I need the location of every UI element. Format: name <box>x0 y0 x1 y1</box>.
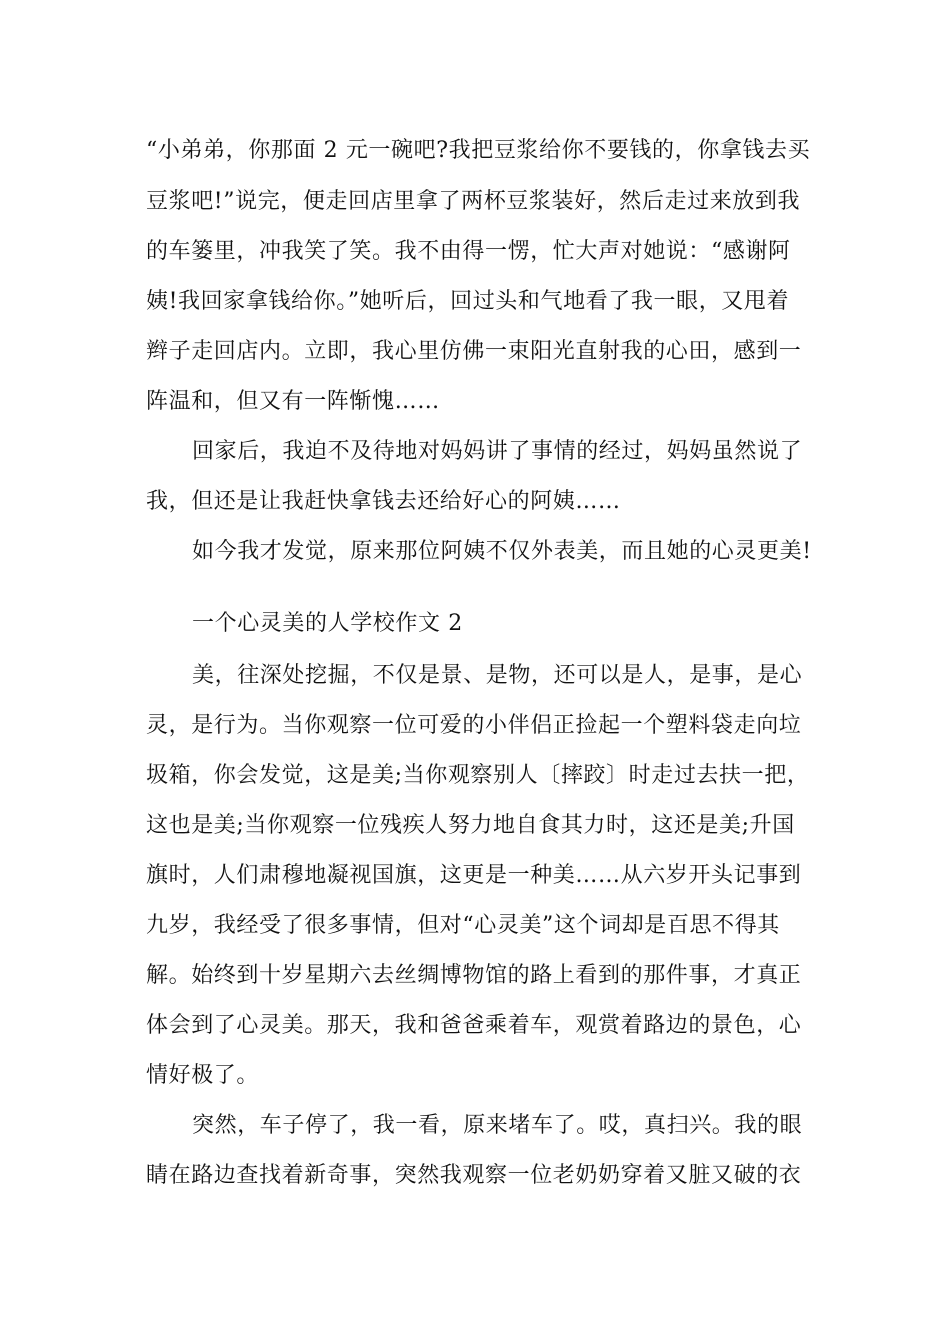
text-line: 睛在路边查找着新奇事，突然我观察一位老奶奶穿着又脏又破的衣 <box>146 1163 802 1188</box>
text-line: 这也是美;当你观察一位残疾人努力地自食其力时，这还是美;升国 <box>146 813 795 838</box>
paragraph-first-line: 如今我才发觉，原来那位阿姨不仅外表美，而且她的心灵更美! <box>192 539 812 564</box>
text-line: “小弟弟，你那面 2 元一碗吧?我把豆浆给你不要钱的，你拿钱去买 <box>146 138 811 163</box>
text-line: 豆浆吧!”说完，便走回店里拿了两杯豆浆装好，然后走过来放到我 <box>146 189 801 214</box>
text-line: 阵温和，但又有一阵惭愧…… <box>146 389 440 414</box>
section-heading: 一个心灵美的人学校作文 2 <box>192 611 463 636</box>
text-line: 旗时，人们肃穆地凝视国旗，这更是一种美……从六岁开头记事到 <box>146 863 802 888</box>
text-line: 的车篓里，冲我笑了笑。我不由得一愣，忙大声对她说：“感谢阿 <box>146 239 791 264</box>
text-line: 解。始终到十岁星期六去丝绸博物馆的路上看到的那件事，才真正 <box>146 963 802 988</box>
text-line: 姨!我回家拿钱给你。”她听后，回过头和气地看了我一眼，又甩着 <box>146 289 790 314</box>
text-line: 辫子走回店内。立即，我心里仿佛一束阳光直射我的心田，感到一 <box>146 339 802 364</box>
text-line: 我，但还是让我赶快拿钱去还给好心的阿姨…… <box>146 489 621 514</box>
paragraph-first-line: 突然，车子停了，我一看，原来堵车了。哎，真扫兴。我的眼 <box>192 1113 803 1138</box>
text-line: 灵，是行为。当你观察一位可爱的小伴侣正捡起一个塑料袋走向垃 <box>146 713 802 738</box>
text-line: 情好极了。 <box>146 1063 260 1088</box>
text-line: 圾箱，你会发觉，这是美;当你观察别人〔摔跤〕时走过去扶一把， <box>146 763 810 788</box>
paragraph-first-line: 美，往深处挖掘，不仅是景、是物，还可以是人，是事，是心 <box>192 663 803 688</box>
text-line: 体会到了心灵美。那天，我和爸爸乘着车，观赏着路边的景色，心 <box>146 1013 802 1038</box>
text-line: 九岁，我经受了很多事情，但对“心灵美”这个词却是百思不得其 <box>146 913 780 938</box>
paragraph-first-line: 回家后，我迫不及待地对妈妈讲了事情的经过，妈妈虽然说了 <box>192 439 803 464</box>
